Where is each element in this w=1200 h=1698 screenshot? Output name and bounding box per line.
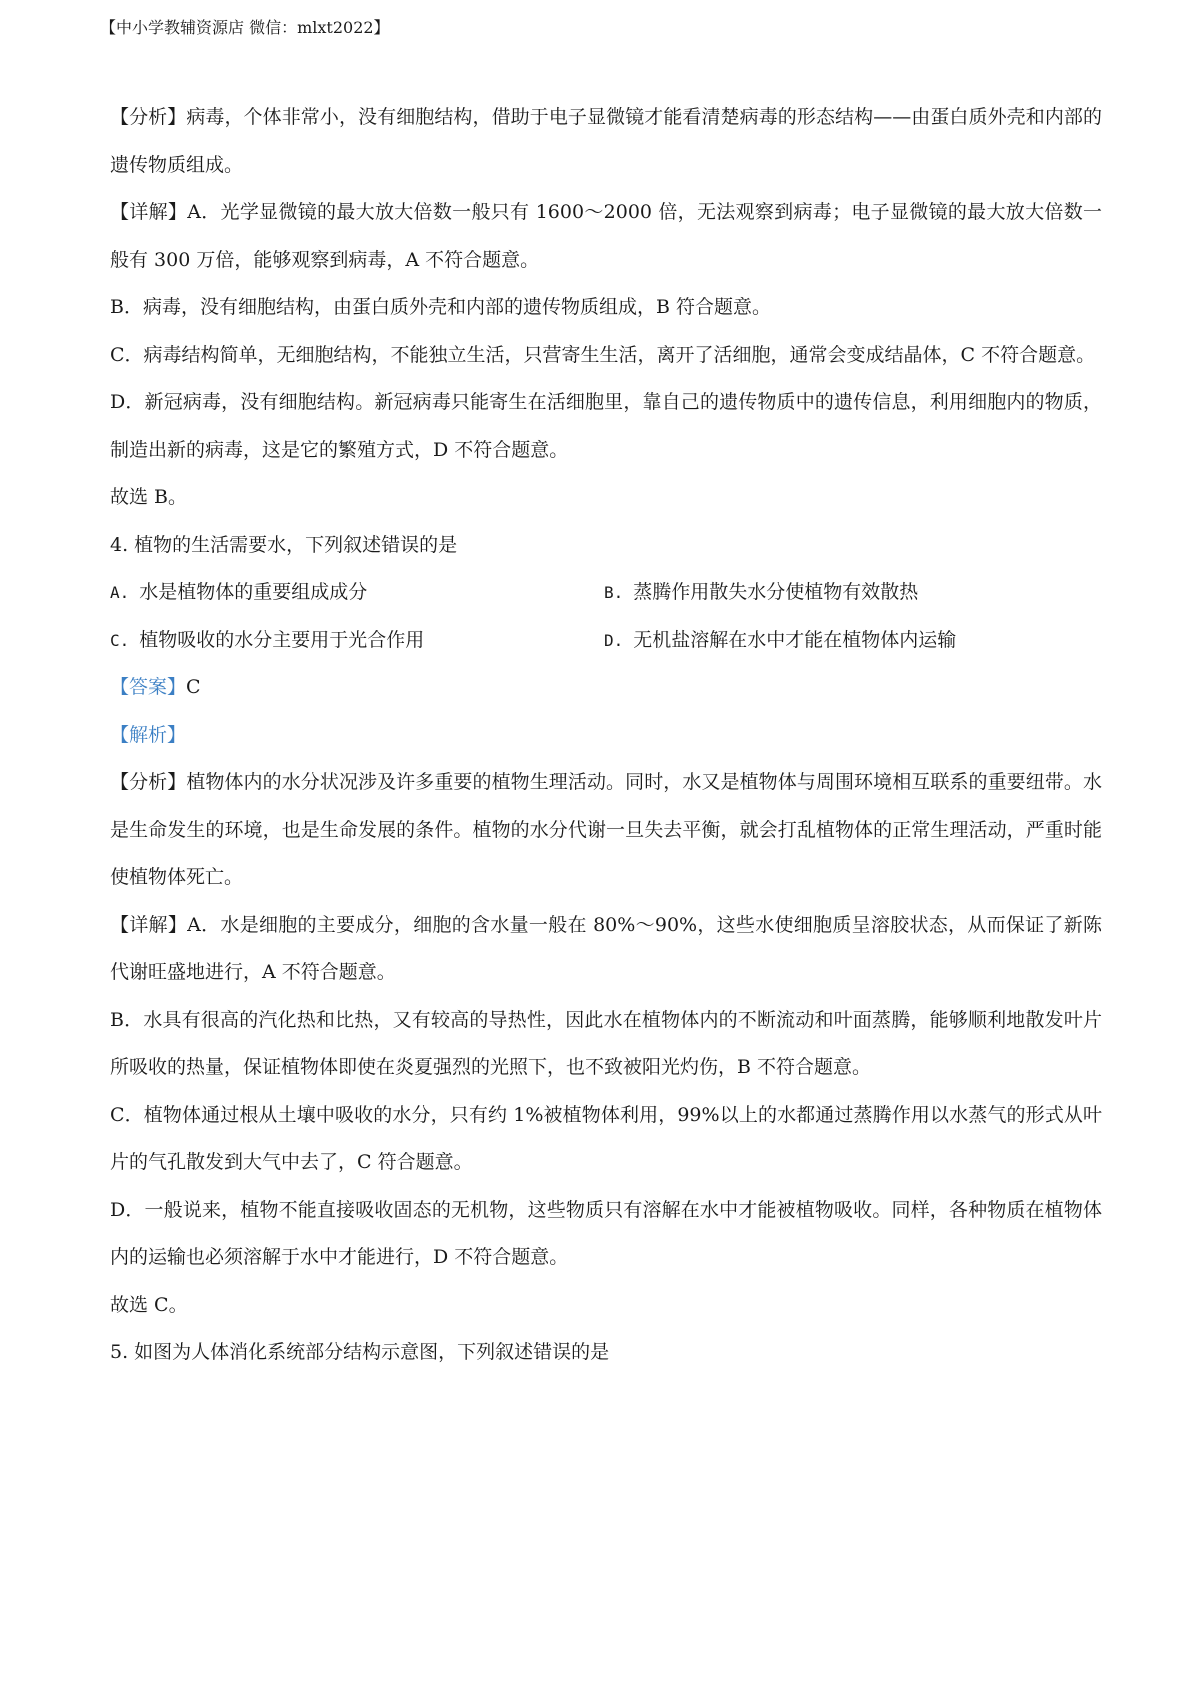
document-body — [110, 94, 1102, 1377]
q4-option-c — [110, 617, 604, 665]
answer-label: 【答案】 — [110, 676, 187, 698]
q4-conclusion: 故选 C。 — [110, 1293, 188, 1316]
q3-detail-d: D．新冠病毒，没有细胞结构。新冠病毒只能寄生在活细胞里，靠自己的遗传物质中的遗传信息，利用细胞内的物质，制造出新的病毒，这是它的繁殖方式，D 不符合题意。 — [110, 391, 1102, 461]
q3-detail-c: C．病毒结构简单，无细胞结构，不能独立生活，只营寄生生活，离开了活细胞，通常会变成结晶体，C 不符合题意。 — [110, 343, 1096, 366]
q3-detail-a: 【详解】A．光学显微镜的最大放大倍数一般只有 1600～2000 倍，无法观察到病毒；电子显微镜的最大放大倍数一般有 300 万倍，能够观察到病毒，A 不符合题意。 — [110, 201, 1102, 271]
q4-options — [110, 569, 1102, 664]
answer-value: C — [186, 676, 201, 698]
page-header: 【中小学教辅资源店 微信：mlxt2022】 — [100, 18, 390, 37]
q4-answer — [110, 664, 1102, 712]
q4-option-d — [604, 617, 1102, 665]
q4-detail-c: C．植物体通过根从土壤中吸收的水分，只有约 1%被植物体利用，99%以上的水都通过蒸腾作用以水蒸气的形式从叶片的气孔散发到大气中去了，C 符合题意。 — [110, 1103, 1102, 1173]
q4-option-a — [110, 569, 604, 617]
option-letter: A. — [110, 583, 130, 602]
q4-explain-label: 【解析】 — [110, 723, 187, 746]
q4-detail-d: D．一般说来，植物不能直接吸收固态的无机物，这些物质只有溶解在水中才能被植物吸收。同样，各种物质在植物体内的运输也必须溶解于水中才能进行，D 不符合题意。 — [110, 1198, 1102, 1268]
option-letter: D. — [604, 630, 624, 650]
q4-analysis: 【分析】植物体内的水分状况涉及许多重要的植物生理活动。同时，水又是植物体与周围环境相互联系的重要纽带。水是生命发生的环境，也是生命发展的条件。植物的水分代谢一旦失去平衡，就会打乱植物体的正常生理活动，严重时能使植物体死亡。 — [110, 771, 1102, 888]
option-text: 蒸腾作用散失水分使植物有效散热 — [633, 581, 919, 603]
option-text: 植物吸收的水分主要用于光合作用 — [139, 628, 425, 651]
q4-question: 4. 植物的生活需要水，下列叙述错误的是 — [110, 533, 458, 556]
q5-question: 5. 如图为人体消化系统部分结构示意图，下列叙述错误的是 — [110, 1341, 610, 1363]
option-text: 无机盐溶解在水中才能在植物体内运输 — [633, 628, 957, 651]
q4-detail-a: 【详解】A．水是细胞的主要成分，细胞的含水量一般在 80%～90%，这些水使细胞质呈溶胶状态，从而保证了新陈代谢旺盛地进行，A 不符合题意。 — [110, 913, 1102, 983]
q3-analysis: 【分析】病毒，个体非常小，没有细胞结构，借助于电子显微镜才能看清楚病毒的形态结构——由蛋白质外壳和内部的遗传物质组成。 — [110, 106, 1102, 176]
option-text: 水是植物体的重要组成成分 — [139, 581, 368, 603]
option-letter: B. — [604, 583, 624, 602]
q3-conclusion: 故选 B。 — [110, 486, 188, 508]
q4-option-b — [604, 569, 1102, 617]
q3-detail-b: B．病毒，没有细胞结构，由蛋白质外壳和内部的遗传物质组成，B 符合题意。 — [110, 296, 771, 318]
q4-detail-b: B．水具有很高的汽化热和比热，又有较高的导热性，因此水在植物体内的不断流动和叶面蒸腾，能够顺利地散发叶片所吸收的热量，保证植物体即使在炎夏强烈的光照下，也不致被阳光灼伤，B 不符合题意。 — [110, 1008, 1102, 1078]
option-letter: C. — [110, 630, 130, 650]
